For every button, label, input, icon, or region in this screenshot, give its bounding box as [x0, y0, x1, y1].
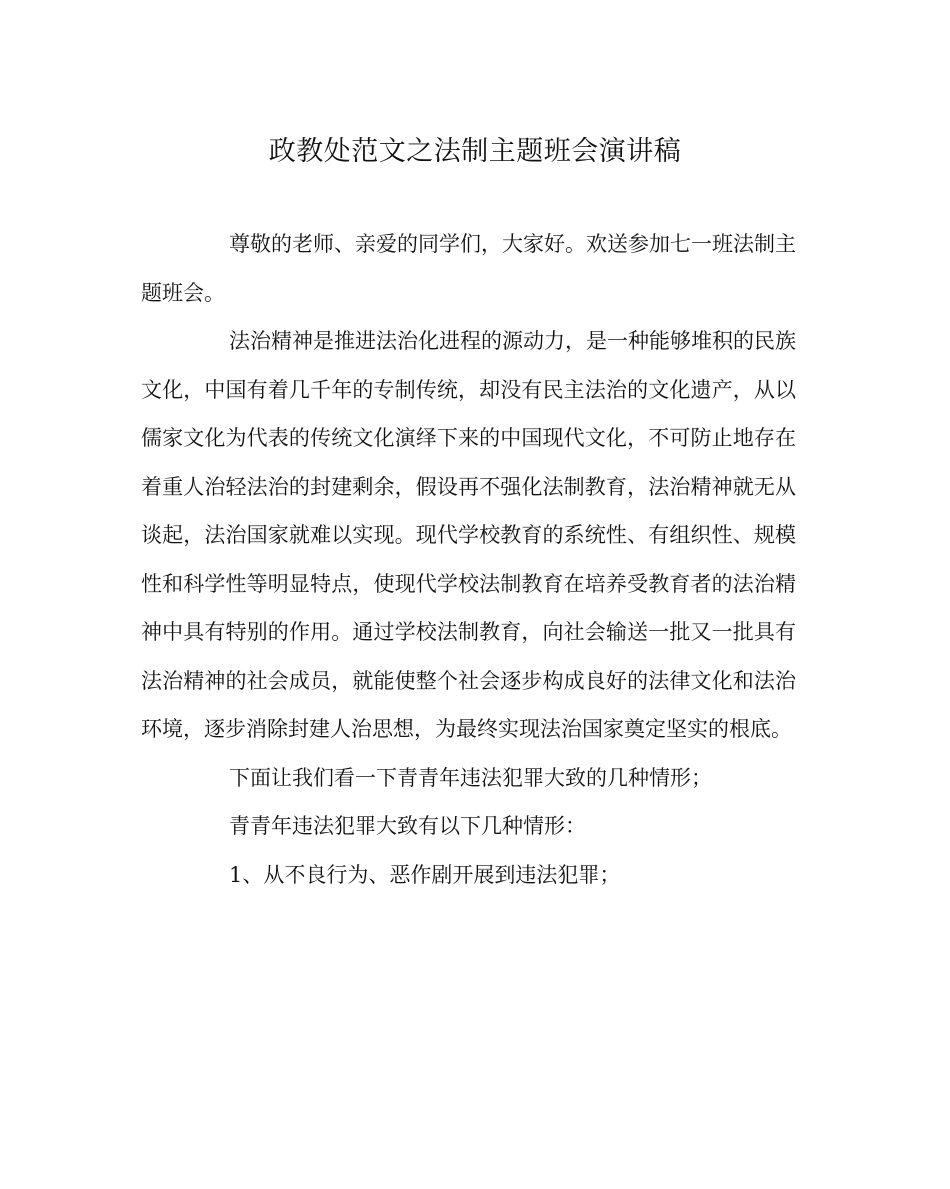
paragraph-situation-1: 1、从不良行为、恶作剧开展到违法犯罪； [229, 862, 621, 887]
paragraph-rule-of-law-spirit: 法治精神是推进法治化进程的源动力，是一种能够堆积的民族文化，中国有着几千年的专制传统，却没有民主法治的文化遗产，从以儒家文化为代表的传统文化演绎下来的中国现代文化，不可防止地存在着重人治轻法治的封建剩余，假设再不强化法制教育，法治精神就无从谈起，法治国家就难以实现。现代学校教育的系统性、有组织性、规模性和科学性等明显特点，使现代学校法制教育在培养受教育者的法治精神中具有特别的作用。通过学校法制教育，向社会输送一批又一批具有法治精神的社会成员，就能使整个社会逐步构成良好的法律文化和法治环境，逐步消除封建人治思想，为最终实现法治国家奠定坚实的根底。 [141, 329, 796, 741]
paragraph-intro-situations: 下面让我们看一下青青年违法犯罪大致的几种情形； [229, 765, 712, 790]
paragraph-situations-heading: 青青年违法犯罪大致有以下几种情形： [229, 814, 586, 838]
paragraph-greeting: 尊敬的老师、亲爱的同学们，大家好。欢送参加七一班法制主题班会。 [141, 232, 796, 305]
document-title: 政教处范文之法制主题班会演讲稿 [268, 136, 682, 167]
document-body [141, 220, 796, 899]
